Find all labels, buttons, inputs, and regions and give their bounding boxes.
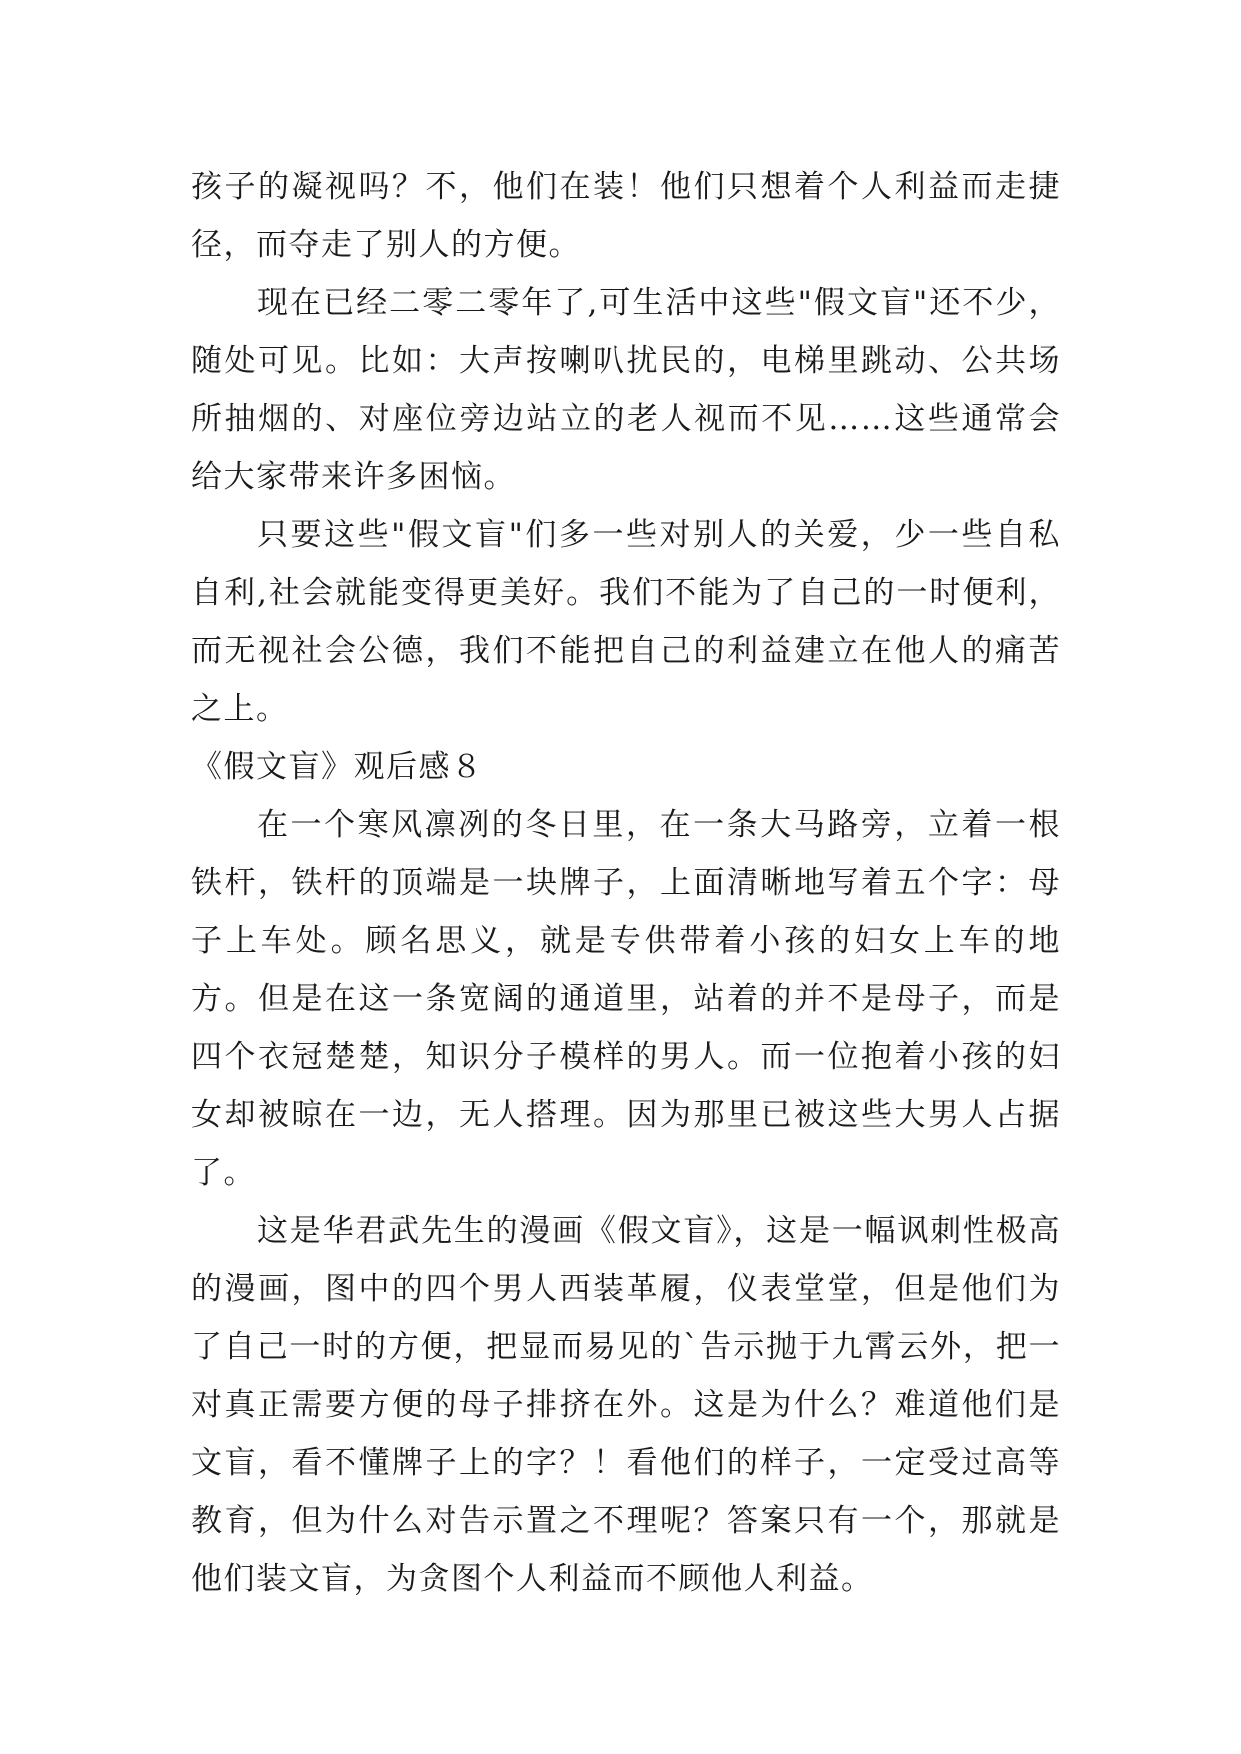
paragraph-1: 孩子的凝视吗？不，他们在装！他们只想着个人利益而走捷径，而夺走了别人的方便。 — [191, 169, 1061, 263]
paragraph-2: 现在已经二零二零年了,可生活中这些"假文盲"还不少，随处可见。比如：大声按喇叭扰民的，电梯里跳动、公共场所抽烟的、对座位旁边站立的老人视而不见……这些通常会给大家带来许多困恼。 — [191, 285, 1061, 495]
document-body — [191, 158, 1061, 1608]
paragraph-3: 只要这些"假文盲"们多一些对别人的关爱，少一些自私自利,社会就能变得更美好。我们不能为了自己的一时便利，而无视社会公德，我们不能把自己的利益建立在他人的痛苦之上。 — [191, 517, 1061, 727]
paragraph-5: 这是华君武先生的漫画《假文盲》，这是一幅讽刺性极高的漫画，图中的四个男人西装革履，仪表堂堂，但是他们为了自己一时的方便，把显而易见的`告示抛于九霄云外，把一对真正需要方便的母子排挤在外。这是为什么？难道他们是文盲，看不懂牌子上的字？！看他们的样子，一定受过高等教育，但为什么对告示置之不理呢？答案只有一个，那就是他们装文盲，为贪图个人利益而不顾他人利益。 — [191, 1213, 1061, 1597]
paragraph-4: 在一个寒风凛冽的冬日里，在一条大马路旁，立着一根铁杆，铁杆的顶端是一块牌子，上面清晰地写着五个字：母子上车处。顾名思义，就是专供带着小孩的妇女上车的地方。但是在这一条宽阔的通道里，站着的并不是母子，而是四个衣冠楚楚，知识分子模样的男人。而一位抱着小孩的妇女却被晾在一边，无人搭理。因为那里已被这些大男人占据了。 — [191, 807, 1061, 1191]
section-heading: 《假文盲》观后感８ — [191, 749, 484, 785]
